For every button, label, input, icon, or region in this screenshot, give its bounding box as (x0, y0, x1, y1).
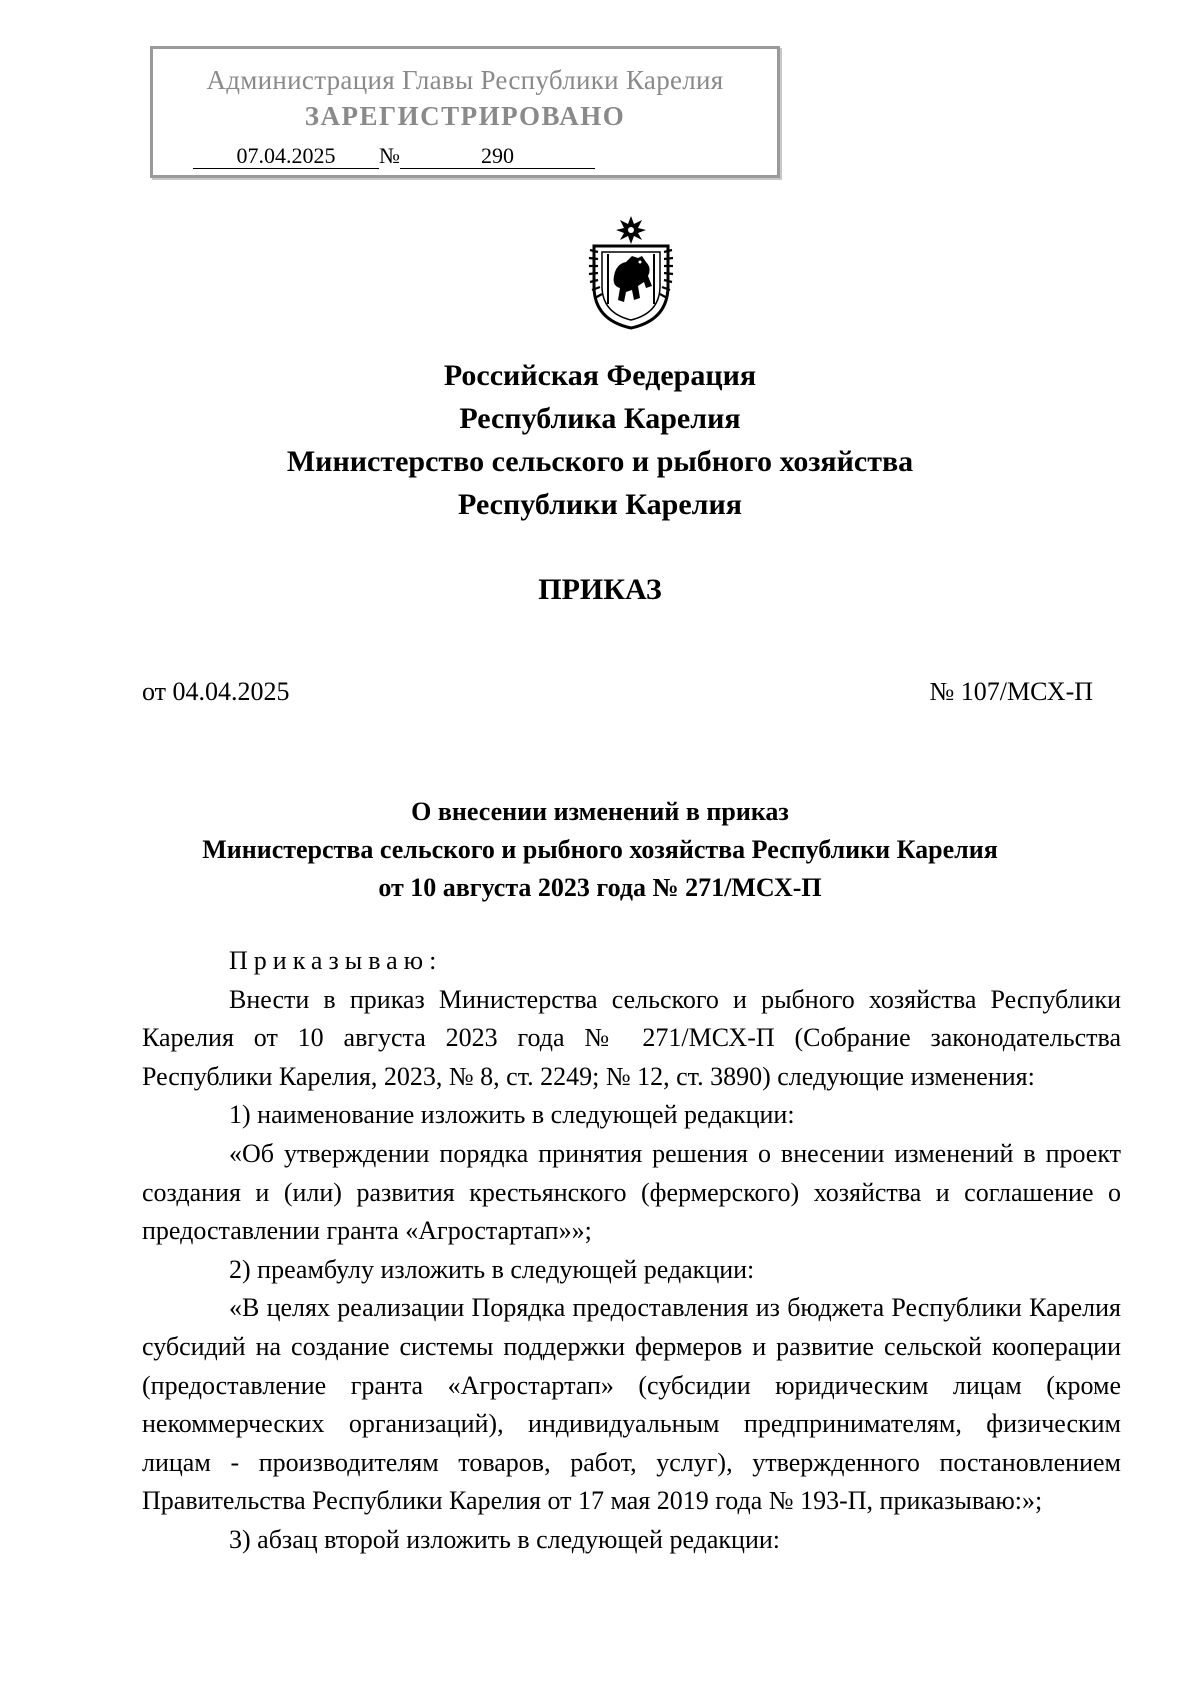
subject-line: Министерства сельского и рыбного хозяйства Республики Карелия (202, 835, 998, 864)
order-command (142, 942, 1121, 981)
stamp-status: ЗАРЕГИСТРИРОВАНО (304, 101, 626, 131)
command-text: Приказываю: (229, 946, 443, 975)
body-paragraph: Внести в приказ Министерства сельского и рыбного хозяйства Республики Карелия от 10 августа 2023 года № 271/МСХ-П (Собрание законодательства Республики Карелия, 2023, № 8, ст. 2249; № 12, ст. 3890) следующие изменения: (142, 984, 1121, 1091)
heading-country: Российская Федерация (443, 359, 757, 392)
body-paragraph: «Об утверждении порядка принятия решения о внесении изменений в проект создания и (или) развития крестьянского (фермерского) хозяйства и соглашение о предоставлении гранта «Агростартап»»; (142, 1138, 1121, 1246)
body-paragraph: 2) преамбулу изложить в следующей редакции: (229, 1254, 755, 1284)
subject-line: от 10 августа 2023 года № 271/МСХ-П (378, 873, 822, 902)
body-paragraph: 3) абзац второй изложить в следующей редакции: (229, 1524, 781, 1554)
stamp-authority: Администрация Главы Республики Карелия (206, 65, 724, 95)
order-number: № 107/МСХ-П (929, 677, 1093, 706)
order-subject (0, 793, 1200, 907)
heading-republic: Республика Карелия (459, 402, 741, 435)
heading-ministry-republic: Республики Карелия (458, 488, 742, 521)
karelia-coat-of-arms-icon (586, 216, 676, 330)
subject-line: О внесении изменений в приказ (411, 797, 789, 826)
order-date: от 04.04.2025 (142, 677, 290, 706)
order-body (142, 942, 1121, 1560)
organization-heading (0, 354, 1200, 526)
stamp-number: 290 (400, 144, 595, 169)
document-title: ПРИКАЗ (538, 573, 662, 606)
star-icon (616, 216, 646, 244)
heading-ministry: Министерство сельского и рыбного хозяйства (286, 445, 914, 478)
stamp-date: 07.04.2025 (193, 144, 379, 169)
body-paragraph: 1) наименование изложить в следующей редакции: (229, 1100, 795, 1130)
registration-stamp (150, 46, 780, 178)
stamp-number-sign: № (379, 143, 400, 168)
stamp-registration-line (193, 143, 595, 169)
body-paragraph: «В целях реализации Порядка предоставления из бюджета Республики Карелия субсидий на создание системы поддержки фермеров и развитие сельской кооперации (предоставление гранта «Агростартап» (субсидии юридическим лицам (кроме некоммерческих организаций), индивидуальным предпринимателям, физическим лицам - производителям товаров, работ, услуг), утвержденного постановлением Правительства Республики Карелия от 17 мая 2019 года № 193-П, приказываю:»; (142, 1293, 1121, 1516)
